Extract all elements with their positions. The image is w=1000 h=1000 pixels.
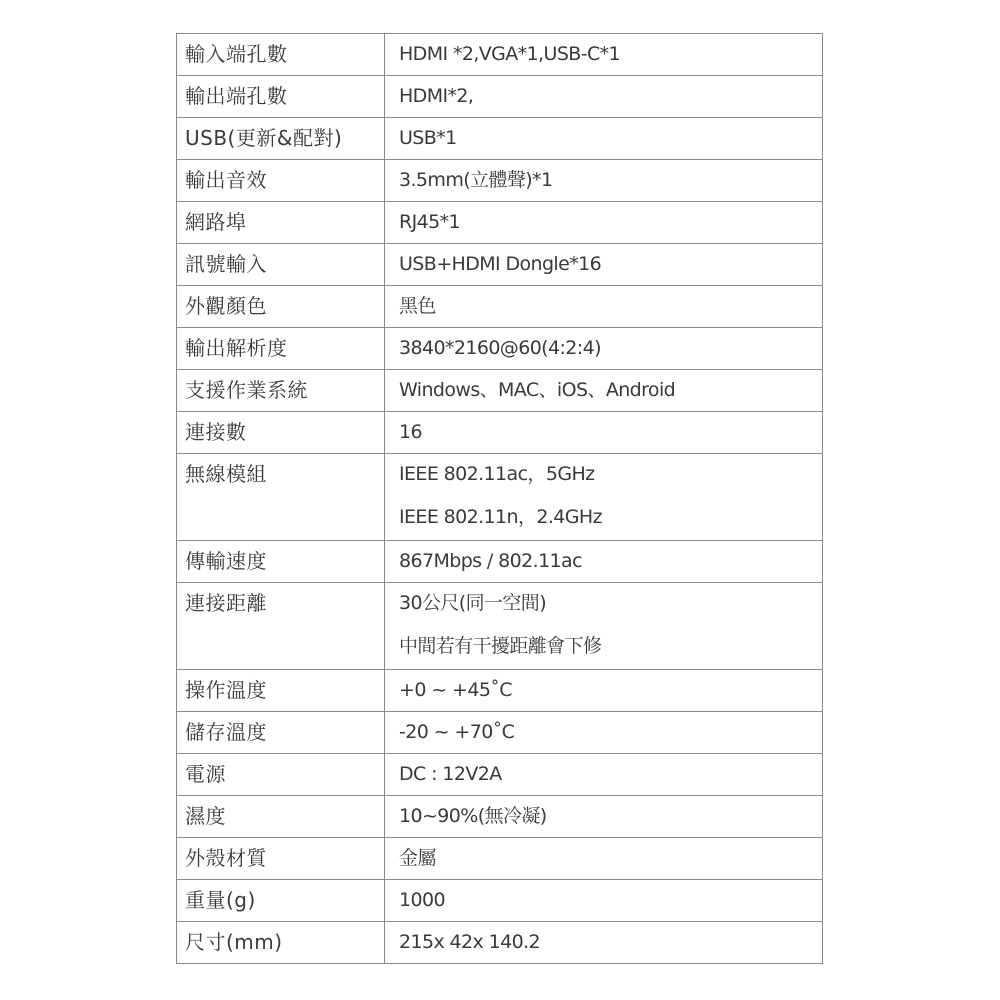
spec-value-line: IEEE 802.11n，2.4GHz [399, 506, 602, 528]
spec-row-connections [177, 412, 823, 454]
spec-row-audio-output [177, 160, 823, 202]
spec-value: 金屬 [385, 838, 823, 880]
spec-row-color [177, 286, 823, 328]
spec-row-wireless-module [177, 454, 823, 541]
spec-row-input-ports [177, 34, 823, 76]
spec-value: USB*1 [385, 118, 823, 160]
spec-row-supported-os [177, 370, 823, 412]
spec-value: +0 ~ +45˚C [385, 670, 823, 712]
spec-value: RJ45*1 [385, 202, 823, 244]
spec-value: HDMI*2, [385, 76, 823, 118]
spec-label: 重量(g) [177, 880, 385, 922]
spec-label: 電源 [177, 754, 385, 796]
spec-value: DC : 12V2A [385, 754, 823, 796]
spec-row-signal-input [177, 244, 823, 286]
spec-row-transfer-speed [177, 541, 823, 583]
spec-row-weight [177, 880, 823, 922]
spec-row-network-port [177, 202, 823, 244]
spec-label: 輸入端孔數 [177, 34, 385, 76]
spec-row-output-resolution [177, 328, 823, 370]
spec-value: 10~90%(無冷凝) [385, 796, 823, 838]
spec-value: Windows、MAC、iOS、Android [385, 370, 823, 412]
spec-value-line: 30公尺(同一空間) [399, 592, 547, 614]
spec-row-connection-distance [177, 583, 823, 670]
spec-value: -20 ~ +70˚C [385, 712, 823, 754]
spec-label: 網路埠 [177, 202, 385, 244]
spec-value: 1000 [385, 880, 823, 922]
spec-label: USB(更新&配對) [177, 118, 385, 160]
spec-row-operating-temperature [177, 670, 823, 712]
spec-value-line: IEEE 802.11ac，5GHz [399, 463, 595, 485]
spec-label: 連接數 [177, 412, 385, 454]
spec-label: 無線模組 [177, 454, 385, 541]
spec-value: 867Mbps / 802.11ac [385, 541, 823, 583]
spec-value: 3840*2160@60(4:2:4) [385, 328, 823, 370]
spec-label: 支援作業系統 [177, 370, 385, 412]
spec-table-body [177, 34, 823, 964]
spec-value: 16 [385, 412, 823, 454]
spec-value: 黑色 [385, 286, 823, 328]
spec-label: 操作溫度 [177, 670, 385, 712]
spec-row-humidity [177, 796, 823, 838]
spec-label: 濕度 [177, 796, 385, 838]
spec-label: 外觀顏色 [177, 286, 385, 328]
spec-label: 訊號輸入 [177, 244, 385, 286]
spec-label: 輸出解析度 [177, 328, 385, 370]
spec-value-line: 中間若有干擾距離會下修 [399, 635, 602, 657]
spec-value: 215x 42x 140.2 [385, 922, 823, 964]
spec-value [385, 454, 823, 541]
spec-label: 儲存溫度 [177, 712, 385, 754]
spec-label: 連接距離 [177, 583, 385, 670]
spec-label: 輸出端孔數 [177, 76, 385, 118]
spec-value [385, 583, 823, 670]
spec-value: 3.5mm(立體聲)*1 [385, 160, 823, 202]
spec-label: 尺寸(mm) [177, 922, 385, 964]
spec-label: 外殼材質 [177, 838, 385, 880]
spec-row-dimensions [177, 922, 823, 964]
spec-row-storage-temperature [177, 712, 823, 754]
spec-row-output-ports [177, 76, 823, 118]
spec-value: USB+HDMI Dongle*16 [385, 244, 823, 286]
spec-value: HDMI *2,VGA*1,USB-C*1 [385, 34, 823, 76]
spec-table [176, 33, 823, 964]
spec-row-housing-material [177, 838, 823, 880]
spec-row-usb [177, 118, 823, 160]
spec-row-power [177, 754, 823, 796]
spec-label: 輸出音效 [177, 160, 385, 202]
spec-label: 傳輸速度 [177, 541, 385, 583]
